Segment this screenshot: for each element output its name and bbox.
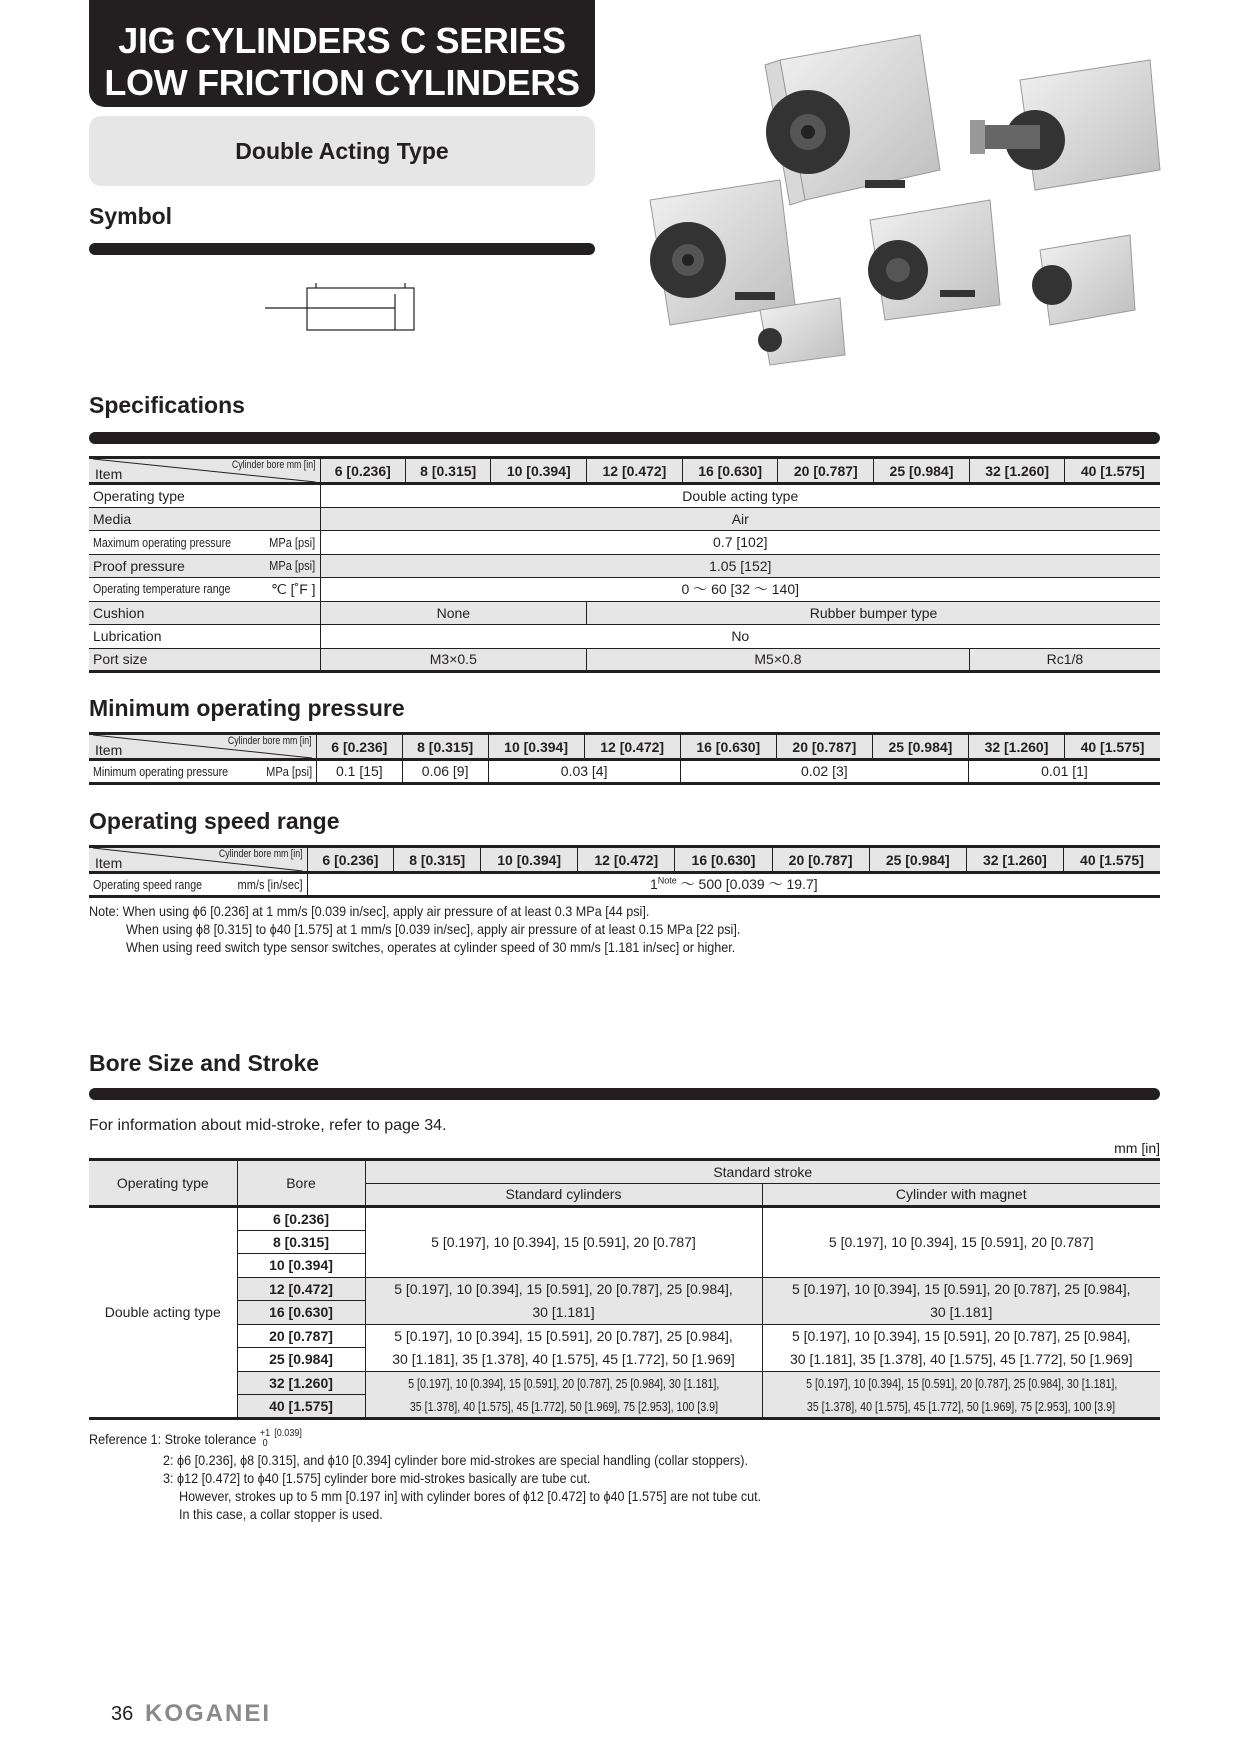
- table-row: [89, 507, 1160, 531]
- row-value: Air: [320, 507, 1160, 531]
- symbol-heading: Symbol: [89, 203, 173, 229]
- bore-header: 25 [0.984]: [869, 847, 966, 873]
- koganei-logo: KOGANEI: [145, 1700, 272, 1727]
- subtitle: Double Acting Type: [89, 116, 595, 186]
- cylinder-large: [765, 35, 940, 205]
- row-label: Operating speed range: [93, 876, 203, 892]
- table-row: [89, 625, 1160, 649]
- title-line-1: JIG CYLINDERS C SERIES: [118, 20, 566, 61]
- units-label: mm [in]: [1114, 1140, 1160, 1156]
- col-magnet: Cylinder with magnet: [762, 1183, 1160, 1207]
- table-row: [89, 1371, 1160, 1395]
- mid-stroke-info: For information about mid-stroke, refer to page 34.: [89, 1117, 447, 1134]
- tolerance-zero: 0: [262, 1438, 268, 1449]
- stroke-standard: 35 [1.378], 40 [1.575], 45 [1.772], 50 [1.969], 75 [2.953], 100 [3.9]: [409, 1398, 718, 1414]
- speed-max: ～ 500 [0.039 ～ 19.7]: [676, 876, 818, 893]
- bore-header: 12 [0.472]: [584, 734, 680, 760]
- reference-notes: [89, 1430, 826, 1523]
- bore-header: 10 [0.394]: [481, 847, 578, 873]
- bore-header: 25 [0.984]: [872, 734, 968, 760]
- row-label-cell: [89, 760, 316, 784]
- bore-header: 10 [0.394]: [491, 458, 587, 484]
- cylinder-symbol-icon: [265, 280, 415, 332]
- stroke-magnet-cell: [762, 1395, 1160, 1419]
- bore-cell: 12 [0.472]: [237, 1277, 365, 1301]
- item-label: Item: [95, 855, 123, 871]
- bore-header: 20 [0.787]: [772, 847, 869, 873]
- table-row: [89, 484, 1160, 508]
- bore-header: 16 [0.630]: [682, 458, 778, 484]
- cylinder-middle: [868, 200, 1000, 320]
- bore-cell: 10 [0.394]: [237, 1254, 365, 1278]
- row-value: 0.06 [9]: [402, 760, 488, 784]
- row-unit: MPa [psi]: [269, 557, 316, 573]
- bore-header: 6 [0.236]: [307, 847, 394, 873]
- bore-header: 32 [1.260]: [966, 847, 1063, 873]
- page-title: [89, 0, 595, 107]
- item-header-cell: [89, 847, 307, 873]
- bore-stroke-heading: Bore Size and Stroke: [89, 1050, 320, 1076]
- table-header-row: [89, 847, 1160, 873]
- stroke-magnet: 5 [0.197], 10 [0.394], 15 [0.591], 20 [0.787]: [762, 1207, 1160, 1278]
- bore-cell: 20 [0.787]: [237, 1324, 365, 1348]
- bore-header: 8 [0.315]: [402, 734, 488, 760]
- table-row: [89, 1277, 1160, 1301]
- table-row: [89, 648, 1160, 672]
- row-unit: ℃ [˚F ]: [271, 580, 316, 597]
- row-label-cell: [89, 554, 320, 578]
- row-value: 0.02 [3]: [680, 760, 968, 784]
- bore-header: 12 [0.472]: [587, 458, 683, 484]
- stroke-standard: 5 [0.197], 10 [0.394], 15 [0.591], 20 [0.787], 25 [0.984],: [365, 1324, 762, 1348]
- bore-cell: 40 [1.575]: [237, 1395, 365, 1419]
- cylinder-smallest: [758, 298, 845, 365]
- row-label: Operating temperature range: [93, 580, 231, 596]
- row-value: 0 ～ 60 [32 ～ 140]: [320, 578, 1160, 602]
- col-operating-type: Operating type: [89, 1160, 237, 1207]
- section-divider: [89, 1088, 1160, 1100]
- bore-header: 10 [0.394]: [488, 734, 584, 760]
- stroke-standard: 5 [0.197], 10 [0.394], 15 [0.591], 20 [0.787]: [365, 1207, 762, 1278]
- row-label: Operating type: [89, 484, 320, 508]
- reference-3b: However, strokes up to 5 mm [0.197 in] with cylinder bores of ϕ12 [0.472] to ϕ40 [1.575] are not tube cut.: [179, 1488, 762, 1504]
- table-row: [89, 1395, 1160, 1419]
- item-header-cell: [89, 734, 316, 760]
- row-label-cell: [89, 578, 320, 602]
- row-value: 0.03 [4]: [488, 760, 680, 784]
- row-label-cell: [89, 531, 320, 555]
- bore-header: 16 [0.630]: [675, 847, 772, 873]
- stroke-magnet: 30 [1.181], 35 [1.378], 40 [1.575], 45 [1.772], 50 [1.969]: [762, 1348, 1160, 1372]
- row-value: Rc1/8: [969, 648, 1160, 672]
- stroke-standard-cell: [365, 1395, 762, 1419]
- bore-header: 8 [0.315]: [405, 458, 490, 484]
- speed-min: 1: [649, 876, 658, 893]
- row-label: Proof pressure: [93, 557, 185, 574]
- table-row: [89, 873, 1160, 897]
- table-row: [89, 601, 1160, 625]
- specifications-table: [89, 456, 1160, 673]
- bore-header: 12 [0.472]: [578, 847, 675, 873]
- bore-header: 8 [0.315]: [394, 847, 481, 873]
- stroke-magnet: 30 [1.181]: [762, 1301, 1160, 1325]
- row-value: No: [320, 625, 1160, 649]
- bore-header: 32 [1.260]: [968, 734, 1064, 760]
- bore-label: Cylinder bore mm [in]: [231, 459, 316, 471]
- cylinder-left: [650, 180, 795, 325]
- row-label: Lubrication: [89, 625, 320, 649]
- table-row: [89, 1348, 1160, 1372]
- min-pressure-heading: Minimum operating pressure: [89, 695, 405, 721]
- row-value: M3×0.5: [320, 648, 587, 672]
- row-value: 0.1 [15]: [316, 760, 402, 784]
- item-label: Item: [95, 466, 123, 482]
- stroke-magnet-cell: [762, 1371, 1160, 1395]
- bore-cell: 25 [0.984]: [237, 1348, 365, 1372]
- col-bore: Bore: [237, 1160, 365, 1207]
- stroke-standard-cell: [365, 1371, 762, 1395]
- bore-cell: 32 [1.260]: [237, 1371, 365, 1395]
- stroke-standard: 5 [0.197], 10 [0.394], 15 [0.591], 20 [0.787], 25 [0.984],: [365, 1277, 762, 1301]
- row-label: Media: [89, 507, 320, 531]
- bore-cell: 16 [0.630]: [237, 1301, 365, 1325]
- operating-type-cell: Double acting type: [89, 1207, 237, 1419]
- cylinder-small-right: [1032, 235, 1135, 325]
- table-row: [89, 1324, 1160, 1348]
- bore-header: 40 [1.575]: [1065, 458, 1160, 484]
- bore-header: 16 [0.630]: [680, 734, 776, 760]
- reference-3: 3: ϕ12 [0.472] to ϕ40 [1.575] cylinder bore mid-strokes basically are tube cut.: [163, 1470, 591, 1486]
- row-unit: MPa [psi]: [269, 534, 316, 550]
- bore-header: 20 [0.787]: [778, 458, 874, 484]
- row-value: [307, 873, 1160, 897]
- bore-header: 6 [0.236]: [320, 458, 405, 484]
- bore-header: 32 [1.260]: [969, 458, 1065, 484]
- stroke-standard: 5 [0.197], 10 [0.394], 15 [0.591], 20 [0.787], 25 [0.984], 30 [1.181],: [407, 1376, 720, 1391]
- stroke-standard: 30 [1.181], 35 [1.378], 40 [1.575], 45 [1.772], 50 [1.969]: [365, 1348, 762, 1372]
- speed-range-heading: Operating speed range: [89, 808, 340, 834]
- stroke-magnet: 5 [0.197], 10 [0.394], 15 [0.591], 20 [0.787], 25 [0.984], 30 [1.181],: [805, 1376, 1117, 1391]
- note-line: When using reed switch type sensor switches, operates at cylinder speed of 30 mm/s [1.181 in/sec] or higher.: [126, 939, 736, 955]
- item-label: Item: [95, 742, 123, 758]
- row-value: 1.05 [152]: [320, 554, 1160, 578]
- bore-header: 6 [0.236]: [316, 734, 402, 760]
- cylinder-rod: [970, 60, 1160, 190]
- reference-1-text: Reference 1: Stroke tolerance: [89, 1431, 260, 1447]
- product-photo: [640, 20, 1170, 370]
- page-number: 36: [111, 1703, 134, 1725]
- tolerance-plus: +1: [259, 1428, 271, 1439]
- bore-header: 40 [1.575]: [1065, 734, 1160, 760]
- item-header-cell: [89, 458, 320, 484]
- section-divider: [89, 432, 1160, 444]
- row-unit: mm/s [in/sec]: [237, 876, 303, 892]
- reference-1: [89, 1430, 302, 1451]
- bore-header: 20 [0.787]: [776, 734, 872, 760]
- table-row: [89, 578, 1160, 602]
- stroke-magnet: 5 [0.197], 10 [0.394], 15 [0.591], 20 [0.787], 25 [0.984],: [762, 1324, 1160, 1348]
- col-standard: Standard cylinders: [365, 1183, 762, 1207]
- row-label: Minimum operating pressure: [93, 763, 229, 779]
- table-header-row: [89, 458, 1160, 484]
- row-value: 0.7 [102]: [320, 531, 1160, 555]
- table-row: [89, 1301, 1160, 1325]
- tolerance-in: [0.039]: [274, 1428, 302, 1439]
- row-label: Maximum operating pressure: [93, 534, 232, 550]
- bore-header: 40 [1.575]: [1063, 847, 1160, 873]
- table-row: [89, 531, 1160, 555]
- reference-2: 2: ϕ6 [0.236], ϕ8 [0.315], and ϕ10 [0.394] cylinder bore mid-strokes are special handling (collar stoppers).: [163, 1452, 748, 1468]
- speed-range-table: [89, 845, 1160, 898]
- bore-label: Cylinder bore mm [in]: [218, 848, 303, 860]
- specifications-heading: Specifications: [89, 392, 245, 418]
- reference-3c: In this case, a collar stopper is used.: [179, 1506, 383, 1522]
- col-standard-stroke: Standard stroke: [365, 1160, 1160, 1184]
- row-value: None: [320, 601, 587, 625]
- stroke-standard: 30 [1.181]: [365, 1301, 762, 1325]
- row-value: Double acting type: [320, 484, 1160, 508]
- section-divider: [89, 243, 595, 255]
- table-row: [89, 554, 1160, 578]
- note-marker: Note: [657, 875, 677, 886]
- bore-cell: 8 [0.315]: [237, 1230, 365, 1254]
- table-row: [89, 1207, 1160, 1231]
- table-header-row: [89, 734, 1160, 760]
- stroke-magnet: 5 [0.197], 10 [0.394], 15 [0.591], 20 [0.787], 25 [0.984],: [762, 1277, 1160, 1301]
- row-label: Port size: [89, 648, 320, 672]
- row-label-cell: [89, 873, 307, 897]
- row-unit: MPa [psi]: [265, 763, 312, 779]
- table-header-row: [89, 1160, 1160, 1184]
- bore-label: Cylinder bore mm [in]: [228, 735, 312, 747]
- row-label: Cushion: [89, 601, 320, 625]
- row-value: M5×0.8: [587, 648, 970, 672]
- tolerance: [260, 1430, 274, 1448]
- note-line: Note: When using ϕ6 [0.236] at 1 mm/s [0.039 in/sec], apply air pressure of at least 0.3 MPa [44 psi].: [89, 903, 650, 919]
- bore-stroke-table: [89, 1158, 1160, 1420]
- speed-notes: [89, 902, 809, 956]
- row-value: Rubber bumper type: [587, 601, 1160, 625]
- note-line: When using ϕ8 [0.315] to ϕ40 [1.575] at 1 mm/s [0.039 in/sec], apply air pressure of at least 0.15 MPa [22 psi].: [126, 921, 741, 937]
- bore-header: 25 [0.984]: [874, 458, 970, 484]
- title-line-2: LOW FRICTION CYLINDERS: [104, 62, 580, 103]
- stroke-magnet: 35 [1.378], 40 [1.575], 45 [1.772], 50 [1.969], 75 [2.953], 100 [3.9]: [807, 1398, 1116, 1414]
- row-value: 0.01 [1]: [968, 760, 1160, 784]
- table-row: [89, 760, 1160, 784]
- bore-cell: 6 [0.236]: [237, 1207, 365, 1231]
- min-pressure-table: [89, 732, 1160, 785]
